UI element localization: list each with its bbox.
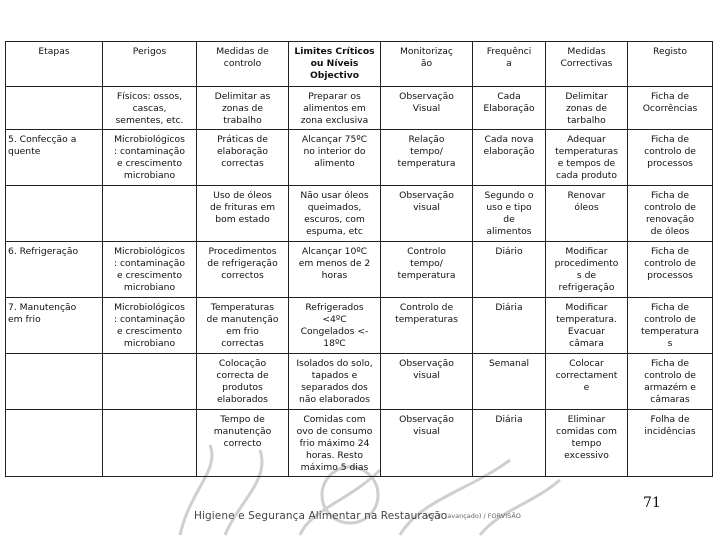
- cell-correctiva: Colocar correctament e: [546, 353, 628, 409]
- cell-perigo: [103, 353, 197, 409]
- cell-perigo: Microbiológicos : contaminação e crescimento microbiano: [103, 297, 197, 353]
- cell-frequencia: Diário: [473, 241, 546, 297]
- cell-frequencia: Cada Elaboração: [473, 87, 546, 130]
- cell-etapa: [6, 87, 103, 130]
- cell-etapa: [6, 409, 103, 476]
- cell-medida: Tempo de manutenção correcto: [197, 409, 289, 476]
- cell-registo: Ficha de Ocorrências: [628, 87, 713, 130]
- cell-monitorizacao: Observação visual: [381, 409, 473, 476]
- cell-monitorizacao: Observação visual: [381, 353, 473, 409]
- page-number: 71: [643, 495, 661, 511]
- cell-correctiva: Renovar óleos: [546, 185, 628, 241]
- cell-correctiva: Delimitar zonas de tarbalho: [546, 87, 628, 130]
- cell-medida: Procedimentos de refrigeração correctos: [197, 241, 289, 297]
- header-registo: Registo: [628, 42, 713, 87]
- table-row: [6, 185, 713, 241]
- cell-perigo: Microbiológicos : contaminação e crescimento microbiano: [103, 129, 197, 185]
- table-row: [6, 409, 713, 476]
- cell-etapa: 5. Confecção a quente: [6, 129, 103, 185]
- cell-medida: Colocação correcta de produtos elaborados: [197, 353, 289, 409]
- footer-subtitle: Vol. II (avançado) / FORVISÃO: [425, 512, 521, 520]
- table-row: [6, 129, 713, 185]
- cell-limite: Isolados do solo, tapados e separados dos não elaborados: [289, 353, 381, 409]
- cell-frequencia: Diária: [473, 409, 546, 476]
- cell-perigo: [103, 409, 197, 476]
- cell-monitorizacao: Observação Visual: [381, 87, 473, 130]
- cell-monitorizacao: Observação visual: [381, 185, 473, 241]
- cell-correctiva: Adequar temperaturas e tempos de cada produto: [546, 129, 628, 185]
- table-row: [6, 241, 713, 297]
- cell-perigo: [103, 185, 197, 241]
- cell-registo: Ficha de controlo de renovação de óleos: [628, 185, 713, 241]
- header-medidas-correctivas: Medidas Correctivas: [546, 42, 628, 87]
- cell-registo: Ficha de controlo de processos: [628, 129, 713, 185]
- cell-limite: Alcançar 75ºC no interior do alimento: [289, 129, 381, 185]
- cell-registo: Ficha de controlo de processos: [628, 241, 713, 297]
- cell-etapa: [6, 185, 103, 241]
- header-perigos: Perigos: [103, 42, 197, 87]
- cell-medida: Delimitar as zonas de trabalho: [197, 87, 289, 130]
- cell-frequencia: Segundo o uso e tipo de alimentos: [473, 185, 546, 241]
- cell-medida: Práticas de elaboração correctas: [197, 129, 289, 185]
- cell-correctiva: Eliminar comidas com tempo excessivo: [546, 409, 628, 476]
- header-etapas: Etapas: [6, 42, 103, 87]
- table-row: [6, 87, 713, 130]
- cell-frequencia: Semanal: [473, 353, 546, 409]
- cell-etapa: 6. Refrigeração: [6, 241, 103, 297]
- cell-registo: Folha de incidências: [628, 409, 713, 476]
- cell-monitorizacao: Relação tempo/ temperatura: [381, 129, 473, 185]
- table-row: [6, 297, 713, 353]
- cell-perigo: Físicos: ossos, cascas, sementes, etc.: [103, 87, 197, 130]
- header-monitorizacao: Monitorizaç ão: [381, 42, 473, 87]
- cell-medida: Temperaturas de manutenção em frio correctas: [197, 297, 289, 353]
- header-frequencia: Frequênci a: [473, 42, 546, 87]
- cell-monitorizacao: Controlo tempo/ temperatura: [381, 241, 473, 297]
- cell-correctiva: Modificar procedimento s de refrigeração: [546, 241, 628, 297]
- cell-limite: Refrigerados <4ºC Congelados <- 18ºC: [289, 297, 381, 353]
- cell-frequencia: Cada nova elaboração: [473, 129, 546, 185]
- cell-etapa: 7. Manutenção em frio: [6, 297, 103, 353]
- cell-registo: Ficha de controlo de temperatura s: [628, 297, 713, 353]
- cell-limite: Comidas com ovo de consumo frio máximo 24 horas. Resto máximo 5 dias: [289, 409, 381, 476]
- cell-limite: Preparar os alimentos em zona exclusiva: [289, 87, 381, 130]
- table-row: [6, 353, 713, 409]
- cell-correctiva: Modificar temperatura. Evacuar câmara: [546, 297, 628, 353]
- cell-registo: Ficha de controlo de armazém e câmaras: [628, 353, 713, 409]
- cell-perigo: Microbiológicos : contaminação e crescimento microbiano: [103, 241, 197, 297]
- header-row: [6, 42, 713, 87]
- cell-medida: Uso de óleos de frituras em bom estado: [197, 185, 289, 241]
- cell-etapa: [6, 353, 103, 409]
- cell-monitorizacao: Controlo de temperaturas: [381, 297, 473, 353]
- cell-frequencia: Diária: [473, 297, 546, 353]
- header-medidas-controlo: Medidas de controlo: [197, 42, 289, 87]
- footer-title: Higiene e Segurança Alimentar na Restauração: [194, 510, 448, 522]
- cell-limite: Alcançar 10ºC em menos de 2 horas: [289, 241, 381, 297]
- haccp-table: [5, 41, 713, 477]
- header-limites-criticos: Limites Críticos ou Níveis Objectivo: [289, 42, 381, 87]
- cell-limite: Não usar óleos queimados, escuros, com espuma, etc: [289, 185, 381, 241]
